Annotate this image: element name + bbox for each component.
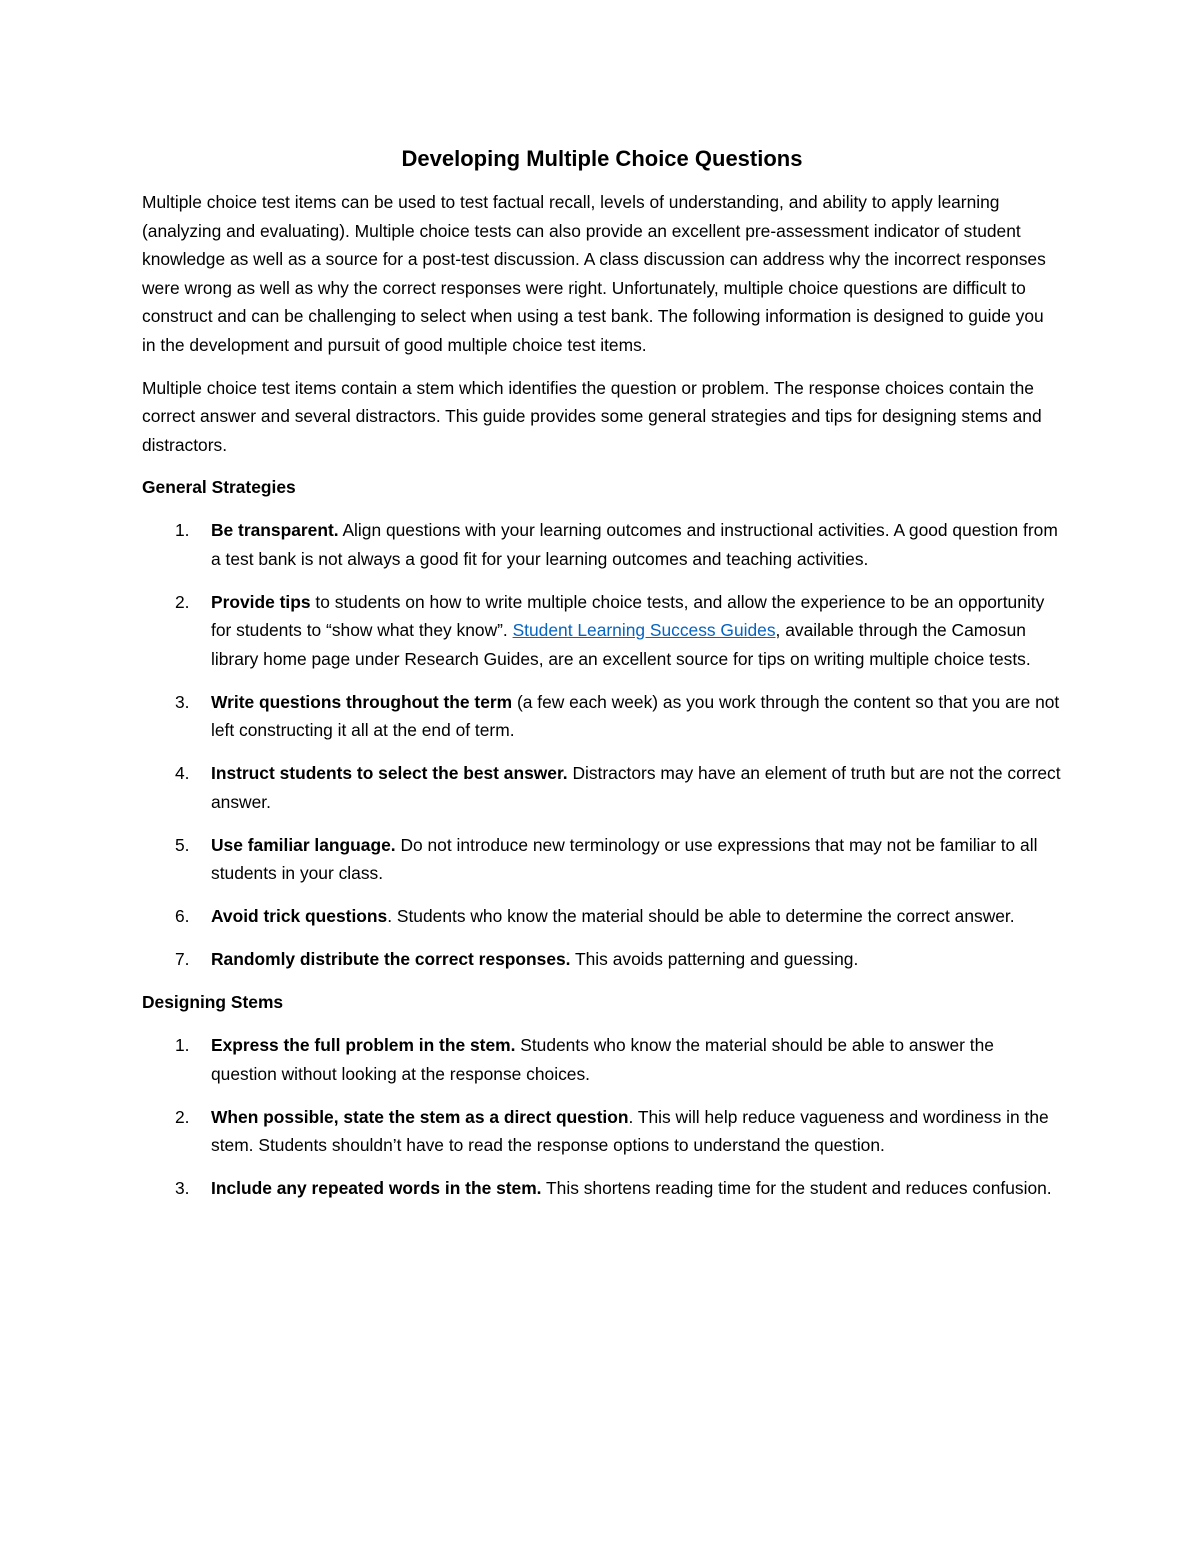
- item-text: Do not introduce new terminology or use expressions that may not be familiar to all students in your class.: [211, 834, 1038, 884]
- list-item: [142, 1031, 1062, 1088]
- list-number: 2.: [175, 1106, 190, 1127]
- item-lead: Provide tips: [211, 591, 311, 612]
- designing-stems-heading: Designing Stems: [142, 992, 284, 1013]
- list-item: [142, 831, 1062, 888]
- item-lead: Be transparent.: [211, 519, 339, 540]
- item-lead: Use familiar language.: [211, 834, 396, 855]
- item-lead: Instruct students to select the best answer.: [211, 763, 568, 784]
- intro-paragraph-1: Multiple choice test items can be used to test factual recall, levels of understanding, and ability to apply learning (analyzing and evaluating). Multiple choice tests can also provide an excellent pre-assessment indicator of student knowledge as well as a source for a post-test discussion. A class discussion can address why the incorrect responses were wrong as well as why the correct responses were right. Unfortunately, multiple choice questions are difficult to construct and can be challenging to select when using a test bank. The following information is designed to guide you in the development and pursuit of good multiple choice test items.: [142, 192, 1046, 355]
- general-strategies-list: [142, 516, 1062, 974]
- item-text: Distractors may have an element of truth but are not the correct answer.: [211, 763, 1061, 812]
- item-lead: Randomly distribute the correct responses.: [211, 949, 571, 970]
- list-item: [142, 902, 1062, 931]
- list-number: 5.: [175, 834, 190, 855]
- item-text: (a few each week) as you work through the content so that you are not left constructing it all at the end of term.: [211, 691, 1060, 741]
- general-strategies-heading: General Strategies: [142, 477, 296, 498]
- item-lead: Include any repeated words in the stem.: [211, 1178, 542, 1199]
- list-item: [142, 516, 1062, 573]
- list-item: [142, 945, 1062, 974]
- list-item: [142, 588, 1062, 674]
- list-item: [142, 688, 1062, 745]
- item-text: This avoids patterning and guessing.: [570, 949, 859, 970]
- item-text: This shortens reading time for the student and reduces confusion.: [541, 1178, 1052, 1199]
- list-item: [142, 1103, 1062, 1160]
- designing-stems-list: [142, 1031, 1062, 1203]
- list-number: 1.: [175, 1034, 190, 1055]
- list-number: 6.: [175, 906, 190, 927]
- item-text: . Students who know the material should be able to determine the correct answer.: [387, 906, 1015, 927]
- item-text: Align questions with your learning outcomes and instructional activities. A good question from a test bank is not always a good fit for your learning outcomes and teaching activities.: [211, 519, 1058, 569]
- student-learning-success-guides-link[interactable]: Student Learning Success Guides: [512, 620, 776, 641]
- item-lead: Express the full problem in the stem.: [211, 1034, 516, 1055]
- item-lead: When possible, state the stem as a direct question: [211, 1106, 629, 1127]
- list-number: 4.: [175, 763, 190, 784]
- item-text: Students who know the material should be able to answer the question without looking at the response choices.: [211, 1034, 994, 1084]
- list-item: [142, 1174, 1062, 1203]
- list-number: 3.: [175, 691, 190, 712]
- item-text: to students on how to write multiple choice tests, and allow the experience to be an opportunity for students to “show what they know”.: [211, 591, 1045, 641]
- list-number: 3.: [175, 1178, 190, 1199]
- list-number: 1.: [175, 519, 190, 540]
- list-number: 2.: [175, 591, 190, 612]
- item-lead: Avoid trick questions: [211, 906, 388, 927]
- item-text-after: , available through the Camosun library home page under Research Guides, are an excellent source for tips on writing multiple choice tests.: [211, 620, 1031, 669]
- document-page: [142, 140, 1062, 1217]
- intro-paragraph-2: Multiple choice test items contain a stem which identifies the question or problem. The response choices contain the correct answer and several distractors. This guide provides some general strategies and tips for designing stems and distractors.: [142, 377, 1042, 455]
- item-lead: Write questions throughout the term: [211, 691, 513, 712]
- item-text: . This will help reduce vagueness and wordiness in the stem. Students shouldn’t have to read the response options to understand the question.: [211, 1106, 1049, 1156]
- list-number: 7.: [175, 949, 190, 970]
- list-item: [142, 759, 1062, 816]
- document-title: Developing Multiple Choice Questions: [401, 146, 803, 171]
